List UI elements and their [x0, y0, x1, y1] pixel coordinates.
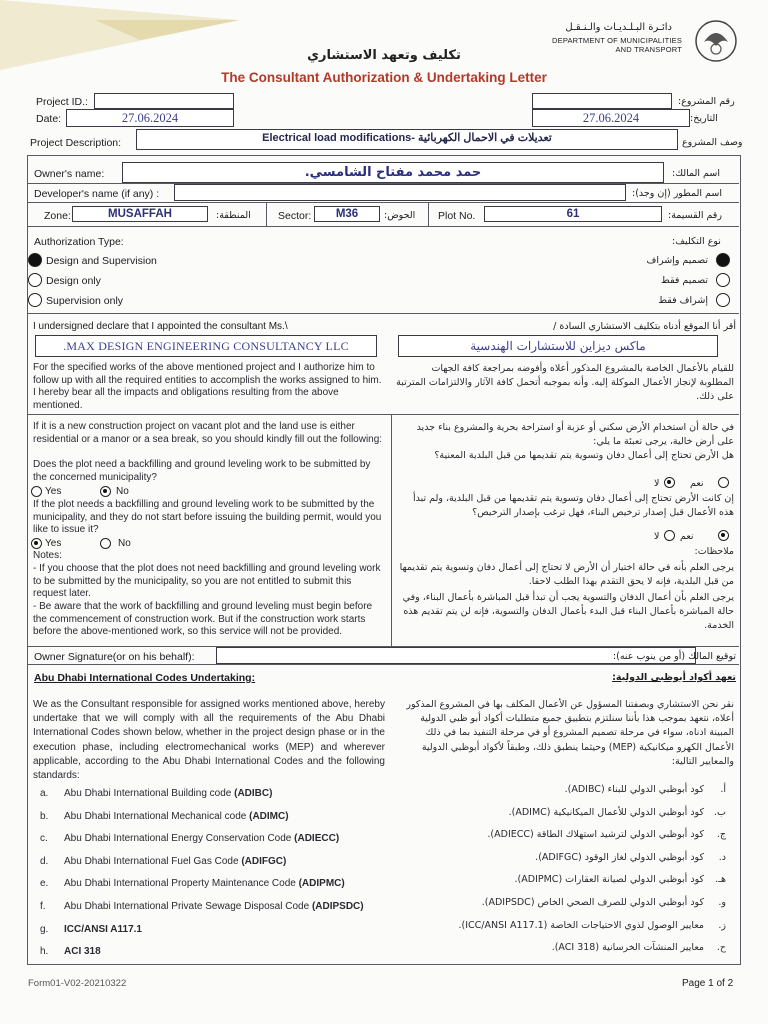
backfill-intro-ar: في حالة أن استخدام الأرض سكني أو عزبة أو استراحة بحرية والمشروع بناء جديد على أرض خالية، يرجى تعبئة ما يلي: [416, 422, 734, 447]
divider [391, 414, 392, 646]
code-item-ar [400, 852, 726, 863]
code-item-name: Abu Dhabi International Fuel Gas Code [64, 855, 242, 867]
code-item-letter: c. [40, 833, 48, 845]
q1-no-label: No [116, 486, 129, 497]
q2-yes-radio-ar[interactable] [718, 530, 729, 541]
signature-label-ar: توقيع المالك (أو من ينوب عنه): [612, 651, 736, 662]
backfill-question-1-ar: هل الأرض تحتاج إلى أعمال دفان وتسوية يتم تقديمها من قبل البلدية المعنية؟ [434, 450, 734, 461]
divider [27, 414, 739, 415]
codes-title-ar: تعهد أكواد أبوظبي الدولية: [612, 672, 736, 683]
code-item-ar [400, 807, 726, 818]
page-number: Page 1 of 2 [682, 978, 734, 989]
option-design-supervision: Design and Supervision [46, 255, 157, 267]
project-id-label-ar: رقم المشروع: [678, 96, 735, 107]
plot-label-ar: رقم القسيمة: [668, 210, 722, 221]
code-item-ar [400, 874, 726, 885]
divider [428, 202, 429, 226]
code-item-code: (ADIPSDC) [311, 901, 364, 912]
code-item-text-ar: كود أبوظبي الدولي للأعمال الميكانيكية (ADIMC). [508, 806, 704, 818]
declaration-body-ar: للقيام بالأعمال الخاصة بالمشروع المذكور أعلاه وأفوضه بمراجعة كافة الجهات المطلوبة لإنجاز الأعمال الموكلة إليه. وأنه بموجبه أتحمل كافة الآثار والالتزامات المترتبة على ذلك. [396, 363, 734, 402]
code-item-letter-ar: ب. [714, 806, 726, 818]
radio-design-supervision-ar[interactable] [716, 253, 730, 267]
backfill-intro: If it is a new construction project on vacant plot and the land use is either residential or a manor or a sea break, so you should kindly fill out the following: [33, 421, 383, 445]
radio-design-supervision[interactable] [28, 253, 42, 267]
option-design-only-ar: تصميم فقط [661, 275, 708, 286]
option-design-supervision-ar: تصميم وإشراف [646, 255, 708, 266]
q2-no-radio[interactable] [100, 538, 111, 549]
radio-supervision-only[interactable] [28, 293, 42, 307]
code-item-text-ar: معايير الوصول لذوي الاحتياجات الخاصة (ICC/ANSI A117.1). [458, 919, 704, 931]
code-item-letter: f. [40, 901, 46, 912]
date-label: Date: [36, 113, 62, 125]
codes-intro-ar: نقر نحن الاستشاري وبصفتنا المسؤول عن الأعمال المكلف بها في المشروع المذكور أعلاه، نتعهد بموجب هذا بأننا سنلتزم بتطبيق جميع متطلبات أكواد أبو ظبي الدولية المبينة ادناه، سواء في مرحلة تصميم المشروع أو في مرحلة التنفيذ بما في ذلك الأعمال الكهرو ميكانيكية (MEP) وحيثما ينطبق ذلك، وطبقاً لأكواد أبوظبي الدولية والمعايير التالية: [406, 699, 734, 767]
code-item-letter: b. [40, 810, 49, 822]
backfill-question-1: Does the plot need a backfilling and ground leveling work to be submitted by the concerned municipality? [33, 459, 371, 483]
developer-label-ar: اسم المطور (إن وجد): [632, 188, 722, 199]
owner-name-value: حمد محمد مفتاح الشامسي. [304, 165, 482, 180]
project-description-label-ar: وصف المشروع [682, 137, 743, 148]
code-item [40, 788, 272, 799]
q1-yes-radio-ar[interactable] [718, 477, 729, 488]
consultant-name-en: .MAX DESIGN ENGINEERING CONSULTANCY LLC [63, 339, 349, 353]
sector-field[interactable] [314, 206, 380, 222]
code-item-code: ICC/ANSI A117.1 [64, 923, 142, 935]
date-value-ar: 27.06.2024 [582, 111, 640, 125]
divider [27, 313, 739, 314]
plot-field[interactable] [484, 206, 662, 222]
code-item-text-ar: كود أبوظبي الدولي للبناء (ADIBC). [564, 784, 704, 795]
code-item-letter: d. [40, 855, 49, 867]
code-item-letter-ar: ح. [716, 942, 726, 954]
code-item-code: (ADIECC) [294, 833, 340, 845]
code-item-code: (ADIMC) [249, 810, 289, 822]
code-item [40, 878, 345, 889]
code-item-letter-ar: ز. [718, 919, 726, 931]
q2-no-radio-ar[interactable] [664, 530, 675, 541]
sector-label: Sector: [278, 210, 312, 222]
code-item-code: (ADIFGC) [241, 855, 287, 867]
code-item-ar [400, 942, 726, 953]
code-item-letter: e. [40, 878, 49, 890]
code-item-text-ar: كود أبوظبي الدولي لترشيد استهلاك الطاقة (ADIECC). [487, 829, 704, 841]
code-item-text-ar: كود أبوظبي الدولي لصيانة العقارات (ADIPMC). [514, 874, 704, 886]
note-1-ar: يرجى العلم بأنه في حالة اختيار أن الأرض لا تحتاج إلى أعمال دفان وتسوية يتم تقديمها من قبل البلدية، فإنه لا يحق التقدم بهذا الطلب لاحقا. [399, 562, 734, 587]
authorization-type-label: Authorization Type: [34, 236, 124, 248]
codes-intro: We as the Consultant responsible for assigned works mentioned above, hereby undertake that we will comply with all the requirements of the Abu Dhabi International Codes shown below, whether in the project design phase or in the execution phase, including electromechanical works (MEP) and wherever applicable, according to the Abu Dhabi International Codes and the following standards: [33, 699, 385, 782]
owner-name-label-ar: اسم المالك: [672, 168, 720, 179]
q1-no-radio-ar[interactable] [664, 477, 675, 488]
code-item [40, 856, 286, 867]
authorization-type-label-ar: نوع التكليف: [672, 236, 721, 247]
q2-yes-label-ar: نعم [680, 531, 694, 542]
code-item [40, 901, 364, 912]
radio-supervision-only-ar[interactable] [716, 293, 730, 307]
radio-design-only-ar[interactable] [716, 273, 730, 287]
codes-title: Abu Dhabi International Codes Undertaking: [34, 672, 256, 684]
radio-design-only[interactable] [28, 273, 42, 287]
q1-yes-radio[interactable] [31, 486, 42, 497]
code-item-name: Abu Dhabi International Mechanical code [64, 810, 250, 822]
plot-label: Plot No. [438, 210, 476, 222]
consultant-name-field[interactable] [35, 335, 377, 357]
title-en: The Consultant Authorization & Undertaking Letter [221, 70, 547, 85]
date-label-ar: التاريخ: [690, 113, 718, 124]
divider [266, 202, 267, 226]
project-id-field-ar[interactable] [532, 93, 672, 109]
code-item-letter: a. [40, 788, 49, 799]
code-item-name: Abu Dhabi International Property Maintenance Code [64, 878, 299, 890]
code-item [40, 811, 289, 822]
project-id-field[interactable] [94, 93, 234, 109]
date-value: 27.06.2024 [121, 111, 179, 125]
consultant-name-field-ar[interactable] [398, 335, 718, 357]
note-2: - Be aware that the work of backfilling and ground leveling must begin before the commencement of construction work. But if the construction work starts before the above-mentioned work, so this service will not be provided. [33, 601, 373, 637]
option-supervision-only-ar: إشراف فقط [658, 295, 708, 306]
developer-label: Developer's name (if any) : [34, 188, 160, 200]
zone-label-ar: المنطقة: [216, 210, 251, 221]
declaration-intro-ar: أقر أنا الموقع أدناه بتكليف الاستشاري السادة / [553, 321, 736, 332]
project-description-label: Project Description: [30, 137, 122, 149]
q1-yes-label: Yes [45, 486, 62, 497]
form-code: Form01-V02-20210322 [28, 978, 127, 989]
code-item-name: Abu Dhabi International Private Sewage Disposal Code [64, 901, 312, 912]
code-item [40, 924, 142, 935]
code-item-letter-ar: هـ. [715, 874, 726, 886]
zone-value: MUSAFFAH [108, 208, 172, 220]
title-ar: تكليف وتعهد الاستشاري [307, 48, 461, 63]
code-item-code: ACI 318 [64, 946, 101, 958]
q1-yes-label-ar: نعم [690, 478, 704, 489]
q2-yes-label: Yes [45, 538, 62, 549]
code-item-ar [400, 897, 726, 908]
code-item [40, 833, 339, 844]
authority-name-ar: دائـرة البـلـديـات والـنـقـل [565, 22, 672, 33]
code-item-letter-ar: ج. [716, 829, 726, 841]
option-design-only: Design only [46, 275, 101, 287]
divider [27, 664, 739, 665]
sector-label-ar: الحوض: [384, 210, 416, 221]
q1-no-label-ar: لا [654, 478, 660, 489]
code-item [40, 946, 101, 957]
signature-label: Owner Signature(or on his behalf): [34, 651, 195, 663]
note-1: - If you choose that the plot does not need backfilling and ground leveling work to be submitted by the municipality, so you are not entitled to submit this request later. [33, 563, 381, 599]
backfill-question-2: If the plot needs a backfilling and ground leveling work to be submitted by the municipality, and they do not start before issuing the building permit, would you like to issue it? [33, 499, 382, 535]
developer-field[interactable] [174, 184, 626, 201]
code-item-ar [400, 920, 726, 931]
code-item-text-ar: كود أبوظبي الدولي لغاز الوقود (ADIFGC). [535, 851, 704, 863]
declaration-intro: I undersigned declare that I appointed the consultant Ms.\ [33, 321, 288, 332]
date-field-ar[interactable] [532, 109, 690, 127]
code-item-name: Abu Dhabi International Energy Conservation Code [64, 833, 295, 845]
owner-name-field[interactable] [122, 162, 664, 183]
project-id-label: Project ID.: [36, 96, 88, 108]
option-supervision-only: Supervision only [46, 295, 124, 307]
plot-value: 61 [566, 208, 580, 220]
sector-value: M36 [335, 208, 359, 220]
code-item-letter-ar: د. [718, 851, 726, 863]
q1-no-radio[interactable] [100, 486, 111, 497]
code-item-ar [400, 829, 726, 840]
code-item-letter-ar: و. [718, 897, 726, 908]
q2-no-label-ar: لا [654, 531, 660, 542]
declaration-body: For the specified works of the above mentioned project and I authorize him to follow up with all the required entities to accomplish the works assigned to him. I hereby bear all the impacts and obligations resulting from the above mentioned. [33, 362, 382, 411]
note-2-ar: يرجى العلم بأن أعمال الدفان والتسوية يجب أن تبدأ قبل المباشرة بأعمال البناء، وفي حالة المباشرة بأعمال البناء قبل البدء بأعمال الدفان والتسوية، فإنه لن يتم تقديم هذه الخدمة. [402, 592, 734, 631]
code-item-letter: h. [40, 946, 49, 958]
project-description-value: Electrical load modifications- تعديلات في الاحمال الكهربائية [262, 132, 552, 144]
code-item-text-ar: معايير المنشآت الخرسانية (ACI 318). [551, 942, 704, 954]
project-description-field[interactable] [136, 129, 678, 150]
divider [27, 226, 739, 227]
q2-yes-radio[interactable] [31, 538, 42, 549]
code-item-text-ar: كود أبوظبي الدولي للصرف الصحي الخاص (ADIPSDC). [481, 897, 704, 908]
owner-name-label: Owner's name: [34, 168, 105, 180]
code-item-code: (ADIBC) [234, 788, 273, 799]
code-item-letter: g. [40, 923, 49, 935]
authority-name-en-2: AND TRANSPORT [615, 45, 682, 54]
notes-label: Notes: [33, 550, 62, 561]
code-item-letter-ar: أ. [720, 784, 726, 795]
authority-name-en-1: DEPARTMENT OF MUNICIPALITIES [552, 36, 683, 45]
divider [27, 202, 739, 203]
code-item-code: (ADIPMC) [298, 878, 345, 890]
code-item-ar [400, 784, 726, 795]
code-item-name: Abu Dhabi International Building code [64, 788, 235, 799]
q2-no-label: No [118, 538, 131, 549]
backfill-question-2-ar: إن كانت الأرض تحتاج إلى أعمال دفان وتسوية يتم تقديمها من قبل البلدية، ولم تبدأ هذه الأعمال قبل إصدار ترخيص البناء، فهل ترغب بإصدار الترخيص؟ [412, 493, 734, 518]
consultant-name-ar: ماكس ديزاين للاستشارات الهندسية [470, 339, 646, 353]
zone-label: Zone: [44, 210, 71, 222]
zone-field[interactable] [72, 206, 208, 222]
notes-label-ar: ملاحظات: [694, 546, 734, 557]
date-field[interactable] [66, 109, 234, 127]
